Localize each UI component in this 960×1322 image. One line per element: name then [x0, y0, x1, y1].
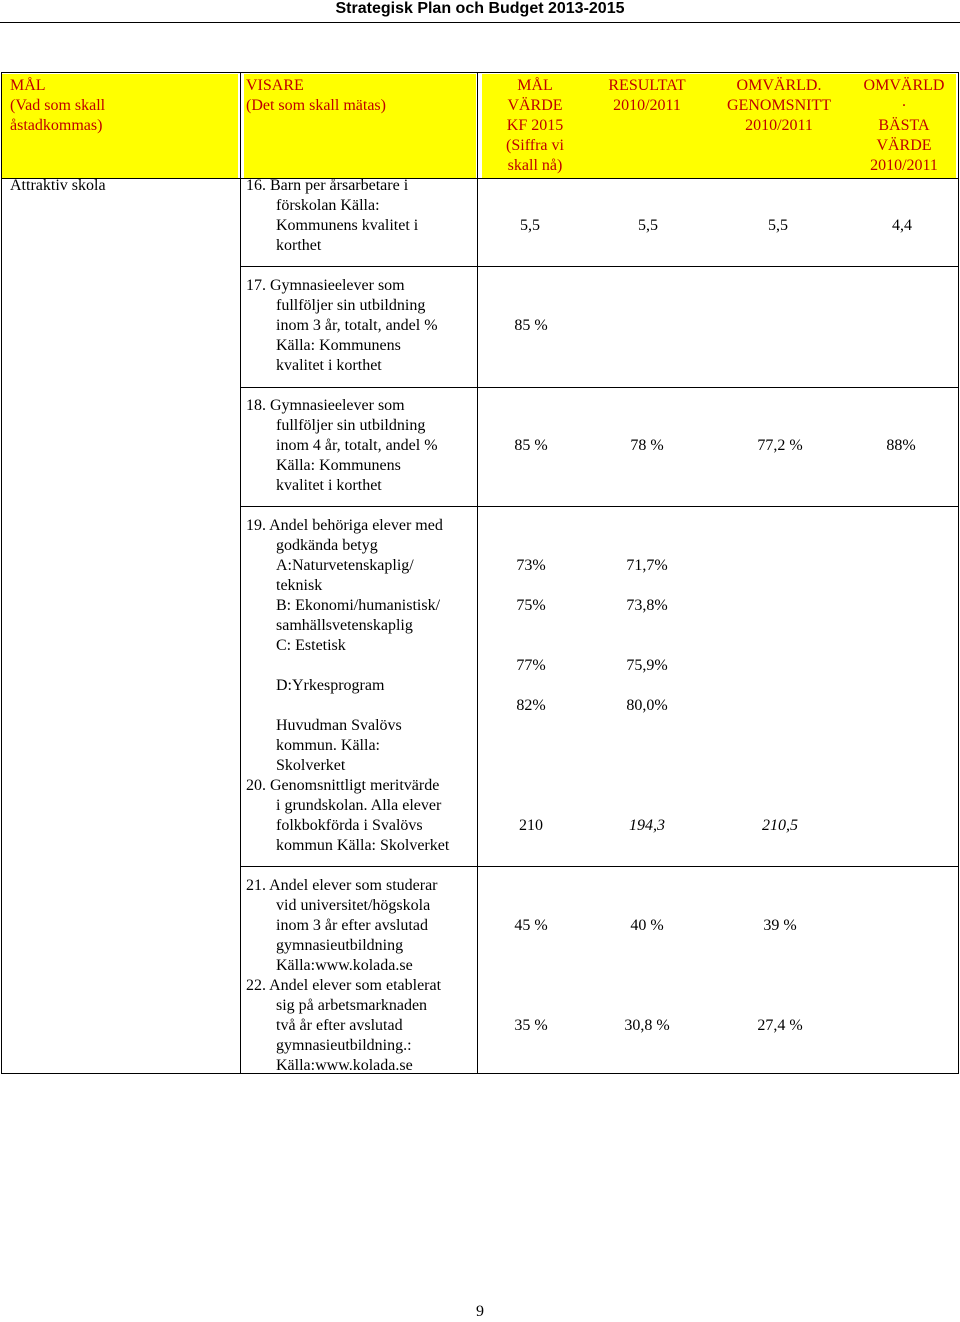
table-border-left	[1, 72, 2, 1074]
header-malvarde-line1: MÅL	[517, 77, 553, 94]
r19-malvarde-d: 82%	[516, 697, 546, 714]
row-divider-20	[240, 866, 959, 867]
r20-resultat: 194,3	[629, 817, 665, 834]
row-divider-18	[240, 506, 959, 507]
indicator-17-line1: 17. Gymnasieelever som	[246, 277, 405, 294]
header-resultat-line2: 2010/2011	[613, 97, 681, 114]
r18-resultat: 78 %	[630, 437, 664, 454]
r20-genomsnitt: 210,5	[762, 817, 798, 834]
header-mal-line2: (Vad som skall	[10, 97, 106, 114]
indicator-22-line1: 22. Andel elever som etablerat	[246, 977, 442, 994]
table-border-bottom	[1, 1073, 959, 1074]
indicator-22-line2: sig på arbetsmarknaden	[276, 997, 428, 1014]
header-malvarde-line2: VÄRDE	[507, 97, 563, 114]
indicator-18-line3: inom 4 år, totalt, andel %	[276, 437, 438, 454]
r16-resultat: 5,5	[638, 217, 658, 234]
header-basta-line5: 2010/2011	[870, 157, 938, 174]
r19-resultat-b: 73,8%	[626, 597, 668, 614]
r18-basta: 88%	[886, 437, 916, 454]
r18-genomsnitt: 77,2 %	[757, 437, 803, 454]
header-basta-line3: BÄSTA	[878, 117, 930, 134]
indicator-19-line1: 19. Andel behöriga elever med	[246, 517, 443, 534]
indicator-18-line5: kvalitet i korthet	[276, 477, 382, 494]
indicator-17-line4: Källa: Kommunens	[276, 337, 401, 354]
indicator-20-line3: folkbokförda i Svalövs	[276, 817, 423, 834]
indicator-19-line6: samhällsvetenskaplig	[276, 617, 413, 634]
indicator-19-line12: kommun. Källa:	[276, 737, 380, 754]
indicator-22-line4: gymnasieutbildning.:	[276, 1037, 412, 1054]
r22-resultat: 30,8 %	[624, 1017, 670, 1034]
r19-malvarde-b: 75%	[516, 597, 546, 614]
r16-malvarde: 5,5	[520, 217, 540, 234]
indicator-16-line2: förskolan Källa:	[276, 197, 380, 214]
header-mal-line3: åstadkommas)	[10, 117, 103, 134]
indicator-18-line1: 18. Gymnasieelever som	[246, 397, 405, 414]
header-visare-line1: VISARE	[246, 77, 304, 94]
indicator-19-line13: Skolverket	[276, 757, 346, 774]
header-basta-line4: VÄRDE	[876, 137, 932, 154]
indicator-16-line3: Kommunens kvalitet i	[276, 217, 419, 234]
indicator-21-line4: gymnasieutbildning	[276, 937, 404, 954]
indicator-19-line9: D:Yrkesprogram	[276, 677, 385, 694]
indicator-19-line11: Huvudman Svalövs	[276, 717, 402, 734]
r19-malvarde-a: 73%	[516, 557, 546, 574]
header-divider	[1, 178, 959, 179]
indicator-17-line2: fullföljer sin utbildning	[276, 297, 426, 314]
column-divider-1	[240, 72, 241, 1074]
indicator-21-line3: inom 3 år efter avslutad	[276, 917, 428, 934]
r19-resultat-d: 80,0%	[626, 697, 668, 714]
indicator-16-line1: 16. Barn per årsarbetare i	[246, 177, 409, 194]
indicator-20-line2: i grundskolan. Alla elever	[276, 797, 442, 814]
indicator-16-line4: korthet	[276, 237, 322, 254]
indicator-21-line5: Källa:www.kolada.se	[276, 957, 413, 974]
header-malvarde-line4: (Siffra vi	[506, 137, 564, 154]
r19-malvarde-c: 77%	[516, 657, 546, 674]
header-mal-line1: MÅL	[10, 77, 46, 94]
row-divider-17	[240, 387, 959, 388]
r19-resultat-a: 71,7%	[626, 557, 668, 574]
header-visare-line2: (Det som skall mätas)	[246, 97, 386, 114]
header-basta-line2: .	[902, 93, 906, 110]
indicator-18-line4: Källa: Kommunens	[276, 457, 401, 474]
header-malvarde-line3: KF 2015	[506, 117, 564, 134]
header-genomsnitt-line1: OMVÄRLD.	[736, 77, 822, 94]
indicator-18-line2: fullföljer sin utbildning	[276, 417, 426, 434]
r20-malvarde: 210	[519, 817, 543, 834]
indicator-20-line1: 20. Genomsnittligt meritvärde	[246, 777, 440, 794]
r22-genomsnitt: 27,4 %	[757, 1017, 803, 1034]
page-header: Strategisk Plan och Budget 2013-2015	[0, 0, 960, 23]
indicator-19-line5: B: Ekonomi/humanistisk/	[276, 597, 441, 614]
r16-genomsnitt: 5,5	[768, 217, 788, 234]
r21-malvarde: 45 %	[514, 917, 548, 934]
table-border-right	[958, 72, 959, 1074]
r21-genomsnitt: 39 %	[763, 917, 797, 934]
indicator-22-line5: Källa:www.kolada.se	[276, 1057, 413, 1074]
table-border-top	[1, 72, 959, 73]
indicator-17-line5: kvalitet i korthet	[276, 357, 382, 374]
goal-label: Attraktiv skola	[10, 177, 106, 194]
indicator-20-line4: kommun Källa: Skolverket	[276, 837, 450, 854]
indicator-21-line2: vid universitet/högskola	[276, 897, 431, 914]
r21-resultat: 40 %	[630, 917, 664, 934]
page-number: 9	[476, 1303, 484, 1320]
header-basta-line1: OMVÄRLD	[863, 77, 945, 94]
header-malvarde-line5: skall nå)	[507, 157, 563, 174]
header-genomsnitt-line2: GENOMSNITT	[727, 97, 831, 114]
row-divider-16	[240, 266, 959, 267]
r18-malvarde: 85 %	[514, 437, 548, 454]
r22-malvarde: 35 %	[514, 1017, 548, 1034]
indicator-17-line3: inom 3 år, totalt, andel %	[276, 317, 438, 334]
header-genomsnitt-line3: 2010/2011	[745, 117, 813, 134]
indicator-19-line7: C: Estetisk	[276, 637, 346, 654]
r19-resultat-c: 75,9%	[626, 657, 668, 674]
indicator-22-line3: två år efter avslutad	[276, 1017, 403, 1034]
indicator-21-line1: 21. Andel elever som studerar	[246, 877, 438, 894]
r17-malvarde: 85 %	[514, 317, 548, 334]
column-divider-2	[477, 72, 478, 1074]
indicator-19-line2: godkända betyg	[276, 537, 378, 554]
r16-basta: 4,4	[892, 217, 912, 234]
header-resultat-line1: RESULTAT	[608, 77, 686, 94]
indicator-19-line4: teknisk	[276, 577, 323, 594]
indicator-19-line3: A:Naturvetenskaplig/	[276, 557, 414, 574]
